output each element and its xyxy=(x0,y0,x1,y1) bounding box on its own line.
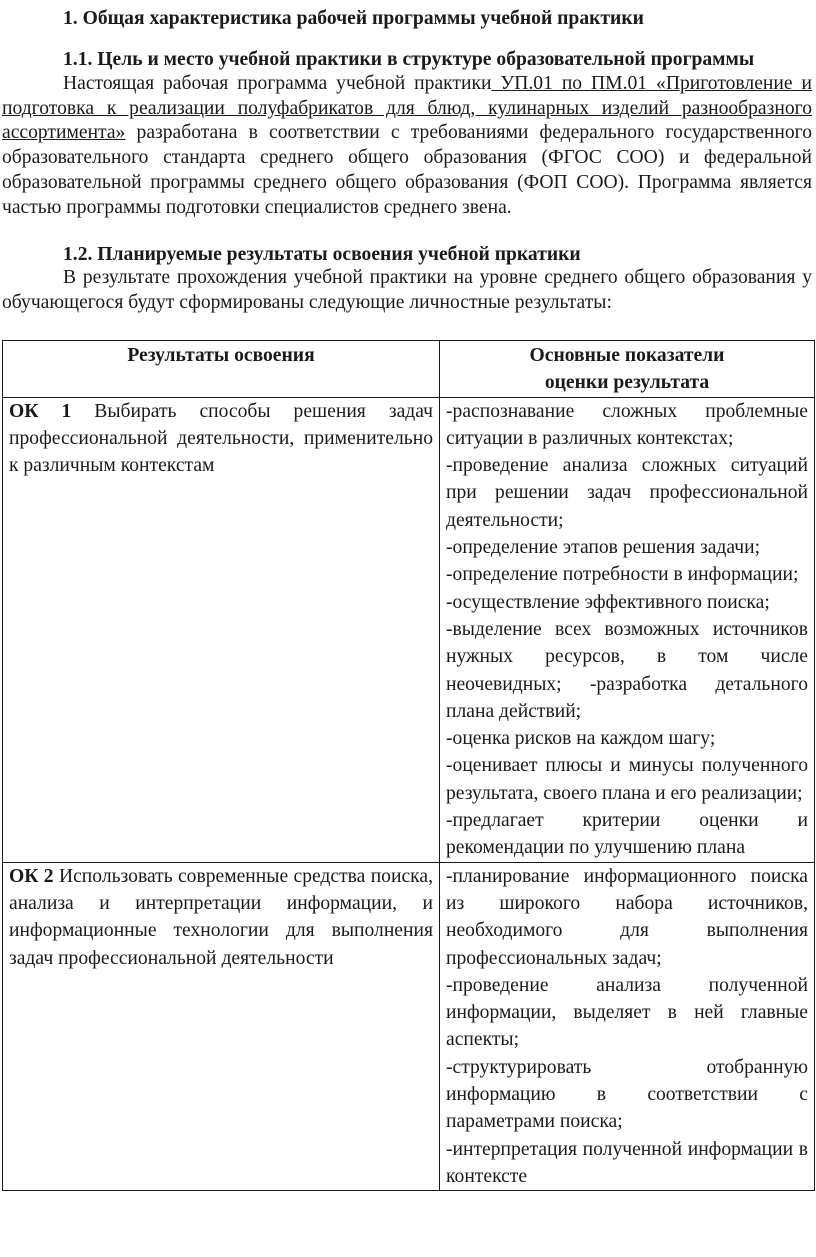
indicator-item: -проведение анализа сложных ситуаций при решении задач профессиональной деятельности; xyxy=(446,455,808,531)
indicator-item: -определение потребности в информации; xyxy=(446,564,799,586)
indicator-item: -проведение анализа полученной информации, выделяет в ней главные аспекты; xyxy=(446,974,808,1051)
col-indicators-header-line1: Основные показатели xyxy=(529,345,725,366)
competency-text: Выбирать способы решения задач профессиональной деятельности, применительно к различным контекстам xyxy=(9,400,433,477)
competency-cell xyxy=(3,862,440,1191)
section-1-1-paragraph xyxy=(2,72,812,220)
section-1-1-heading: 1.1. Цель и место учебной практики в структуре образовательной программы xyxy=(63,49,755,70)
indicator-item: -интерпретация полученной информации в контексте xyxy=(446,1138,808,1187)
indicator-item: -выделение всех возможных источников нужных ресурсов, в том числе неочевидных; -разработка детального плана действий; xyxy=(446,618,808,722)
program-title: УП.01 по ПМ.01 «Приготовление и подготовка к реализации полуфабрикатов для блюд, кулинарных изделий разнообразного ассортимента» xyxy=(2,73,812,144)
competency-cell xyxy=(3,397,440,862)
indicator-item: -осуществление эффективного поиска; xyxy=(446,591,770,613)
section-1-heading: 1. Общая характеристика рабочей программы учебной практики xyxy=(63,8,644,29)
table-row xyxy=(3,862,815,1191)
competency-text: Использовать современные средства поиска, анализа и интерпретации информации, и информационные технологии для выполнения задач профессиональной деятельности xyxy=(9,865,433,969)
col-results-header: Результаты освоения xyxy=(3,341,440,398)
competency-code: ОК 2 xyxy=(9,865,54,887)
table-row xyxy=(3,397,815,862)
paragraph-suffix: разработана в соответствии с требованиями федерального государственного образовательного стандарта среднего общего образования (ФГОС СОО) и федеральной образовательной программы среднего общего образования (ФОП СОО). Программа является частью программы подготовки специалистов среднего звена. xyxy=(2,122,812,218)
col-indicators-header xyxy=(440,341,815,398)
section-1-2-heading: 1.2. Планируемые результаты освоения учебной пркатики xyxy=(63,244,581,265)
indicators-cell xyxy=(440,397,815,862)
indicator-item: -предлагает критерии оценки и рекомендации по улучшению плана xyxy=(446,810,808,859)
table-header-row xyxy=(3,341,815,398)
indicator-item: -распознавание сложных проблемные ситуации в различных контекстах; xyxy=(446,400,808,449)
indicator-item: -определение этапов решения задачи; xyxy=(446,537,761,559)
col-indicators-header-line2: оценки результата xyxy=(544,372,710,394)
indicator-item: -оценка рисков на каждом шагу; xyxy=(446,728,716,750)
competency-code: ОК 1 xyxy=(9,400,72,422)
indicator-item: -планирование информационного поиска из широкого набора источников, необходимого для выполнения профессиональных задач; xyxy=(446,865,808,969)
indicators-cell xyxy=(440,862,815,1191)
results-table xyxy=(2,340,815,1191)
section-1-2-paragraph: В результате прохождения учебной практики на уровне среднего общего образования у обучающегося будут сформированы следующие личностные результаты: xyxy=(2,267,812,313)
indicator-item: -структурировать отобранную информацию в соответствии с параметрами поиска; xyxy=(446,1056,808,1133)
indicator-item: -оценивает плюсы и минусы полученного результата, своего плана и его реализации; xyxy=(446,755,808,804)
paragraph-prefix: Настоящая рабочая программа учебной практики xyxy=(63,73,492,94)
